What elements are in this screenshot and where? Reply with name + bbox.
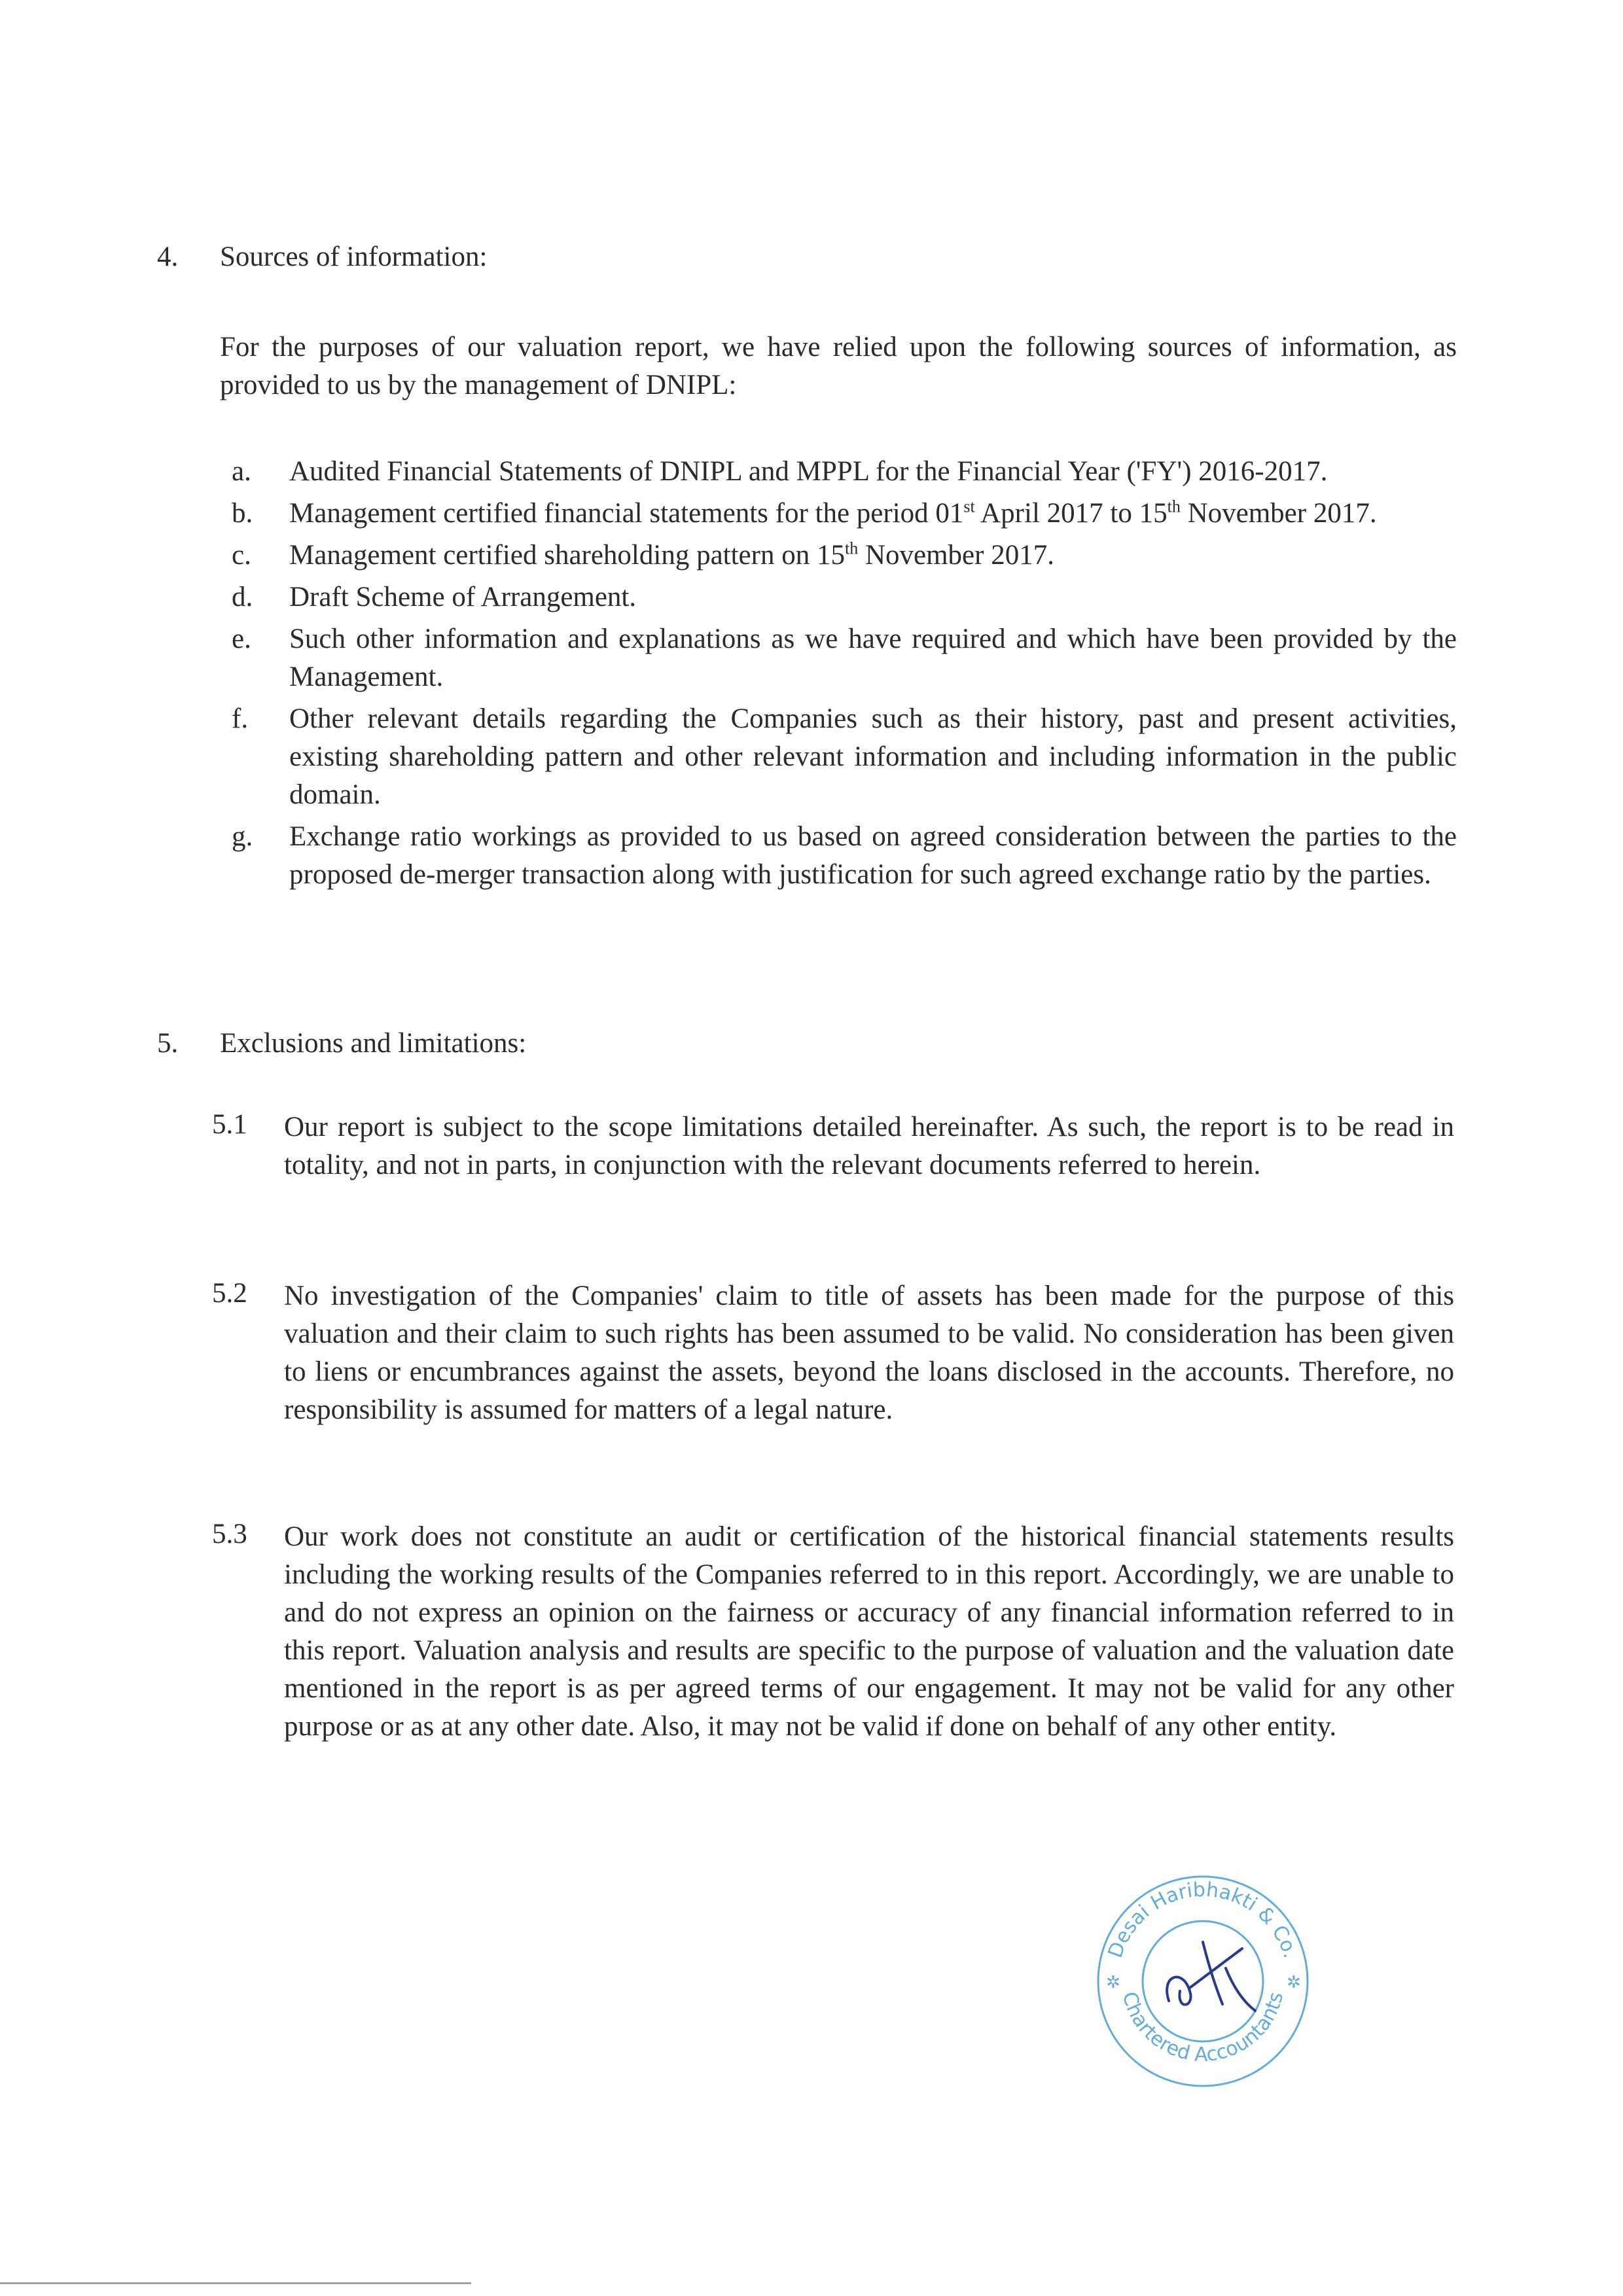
list-item-text: Draft Scheme of Arrangement. — [289, 582, 637, 612]
svg-text:✲: ✲ — [1106, 1973, 1120, 1992]
subsection-text: Our report is subject to the scope limitations detailed hereinafter. As such, the report is to be read in totality, and not in parts, in conjunction with the relevant documents referred to herein. — [284, 1112, 1454, 1180]
page-bottom-edge — [0, 2282, 471, 2284]
list-marker: e. — [232, 624, 251, 654]
svg-text:Chartered Accountants: Chartered Accountants — [1117, 1989, 1289, 2067]
list-item — [220, 578, 1457, 616]
subsection-number: 5.2 — [212, 1278, 247, 1309]
subsection-text: No investigation of the Companies' claim to title of assets has been made for the purpose of this valuation and their claim to such rights has been assumed to be valid. No consideration has been given to liens or encumbrances against the assets, beyond the loans disclosed in the accounts. Therefore, no responsibility is assumed for matters of a legal nature. — [284, 1280, 1454, 1425]
list-item-text: Audited Financial Statements of DNIPL and MPPL for the Financial Year ('FY') 2016-2017. — [289, 456, 1328, 487]
list-marker: d. — [232, 582, 253, 612]
list-marker: f. — [232, 703, 249, 734]
list-marker: a. — [232, 456, 251, 487]
list-item-text: Such other information and explanations as we have required and which have been provided by the Management. — [289, 624, 1457, 692]
subsection-5-1 — [212, 1108, 1454, 1184]
subsection-5-2 — [212, 1277, 1454, 1429]
list-marker: c. — [232, 540, 251, 571]
section-number: 5. — [157, 1028, 179, 1059]
company-seal-stamp — [1092, 1870, 1314, 2093]
list-item — [220, 453, 1457, 491]
svg-text:Desai Haribhakti & Co.: Desai Haribhakti & Co. — [1103, 1878, 1302, 1961]
subsection-text: Our work does not constitute an audit or certification of the historical financial statements results including the working results of the Companies referred to in this report. Accordingly, we are unable to and do not express an opinion on the fairness or accuracy of any financial information referred to in this report. Valuation analysis and results are specific to the purpose of valuation and the valuation date mentioned in the report is as per agreed terms of our engagement. It may not be valid for any other purpose or as at any other date. Also, it may not be valid if done on behalf of any other entity. — [284, 1521, 1454, 1742]
list-item — [220, 495, 1457, 533]
list-item — [220, 818, 1457, 894]
section-title: Sources of information: — [220, 241, 488, 272]
subsection-number: 5.3 — [212, 1519, 247, 1549]
section-number: 4. — [157, 241, 179, 272]
subsection-5-3 — [212, 1518, 1454, 1746]
subsection-number: 5.1 — [212, 1109, 247, 1140]
svg-text:✲: ✲ — [1287, 1973, 1301, 1992]
list-marker: b. — [232, 498, 253, 529]
sources-list — [220, 453, 1457, 898]
list-item-text: Management certified financial statements for the period 01st April 2017 to 15th November 2017. — [289, 497, 1377, 529]
list-marker: g. — [232, 821, 253, 852]
signature-scribble — [1167, 1942, 1255, 2011]
section-title: Exclusions and limitations: — [220, 1028, 527, 1059]
list-item — [220, 537, 1457, 574]
list-item-text: Management certified shareholding pattern on 15th November 2017. — [289, 539, 1054, 571]
list-item-text: Exchange ratio workings as provided to us based on agreed consideration between the parties to the proposed de-merger transaction along with justification for such agreed exchange ratio by the parties. — [289, 821, 1457, 890]
list-item — [220, 620, 1457, 696]
list-item — [220, 700, 1457, 814]
section-4-intro: For the purposes of our valuation report, we have relied upon the following sources of information, as provided to us by the management of DNIPL: — [220, 332, 1457, 400]
list-item-text: Other relevant details regarding the Companies such as their history, past and present activities, existing shareholding pattern and other relevant information and including information in the public domain. — [289, 703, 1457, 810]
